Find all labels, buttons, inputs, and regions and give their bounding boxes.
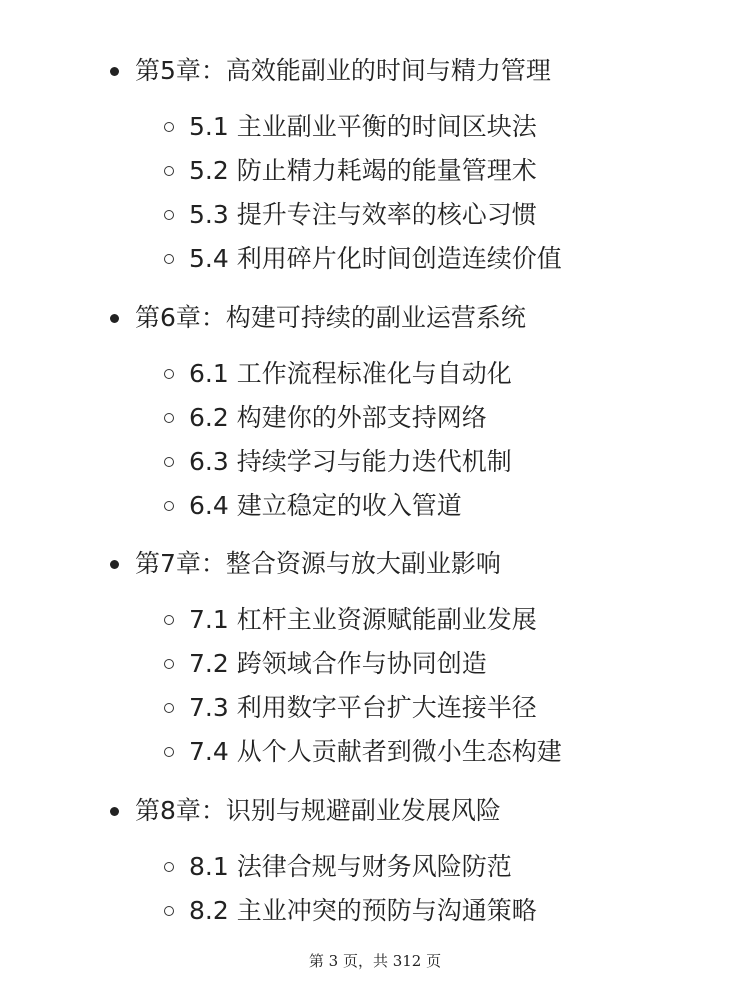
section-item — [164, 893, 537, 929]
filled-bullet-icon — [110, 67, 119, 76]
hollow-bullet-icon — [164, 166, 174, 176]
section-item — [164, 153, 537, 189]
chapter-heading — [110, 793, 501, 829]
section-title: 8.1 法律合规与财务风险防范 — [189, 852, 512, 881]
section-item — [164, 241, 562, 277]
section-item — [164, 444, 512, 480]
chapter-title: 第7章：整合资源与放大副业影响 — [135, 549, 501, 578]
section-item — [164, 109, 537, 145]
section-item — [164, 197, 537, 233]
hollow-bullet-icon — [164, 659, 174, 669]
hollow-bullet-icon — [164, 210, 174, 220]
hollow-bullet-icon — [164, 457, 174, 467]
section-item — [164, 602, 537, 638]
section-item — [164, 488, 462, 524]
filled-bullet-icon — [110, 314, 119, 323]
hollow-bullet-icon — [164, 615, 174, 625]
section-title: 7.4 从个人贡献者到微小生态构建 — [189, 737, 562, 766]
section-item — [164, 646, 487, 682]
section-title: 6.2 构建你的外部支持网络 — [189, 403, 487, 432]
section-title: 7.2 跨领域合作与协同创造 — [189, 649, 487, 678]
section-title: 5.1 主业副业平衡的时间区块法 — [189, 112, 537, 141]
chapter-title: 第5章：高效能副业的时间与精力管理 — [135, 56, 551, 85]
chapter-title: 第6章：构建可持续的副业运营系统 — [135, 303, 526, 332]
hollow-bullet-icon — [164, 703, 174, 713]
hollow-bullet-icon — [164, 747, 174, 757]
section-title: 7.3 利用数字平台扩大连接半径 — [189, 693, 537, 722]
section-title: 8.2 主业冲突的预防与沟通策略 — [189, 896, 537, 925]
section-title: 5.2 防止精力耗竭的能量管理术 — [189, 156, 537, 185]
filled-bullet-icon — [110, 807, 119, 816]
page-number: 第 3 页，共 312 页 — [308, 952, 442, 970]
chapter-title: 第8章：识别与规避副业发展风险 — [135, 796, 501, 825]
filled-bullet-icon — [110, 560, 119, 569]
hollow-bullet-icon — [164, 413, 174, 423]
section-item — [164, 400, 487, 436]
hollow-bullet-icon — [164, 369, 174, 379]
hollow-bullet-icon — [164, 122, 174, 132]
chapter-heading — [110, 300, 526, 336]
chapter-heading — [110, 546, 501, 582]
section-item — [164, 849, 512, 885]
section-title: 6.3 持续学习与能力迭代机制 — [189, 447, 512, 476]
section-title: 7.1 杠杆主业资源赋能副业发展 — [189, 605, 537, 634]
section-title: 6.4 建立稳定的收入管道 — [189, 491, 462, 520]
hollow-bullet-icon — [164, 906, 174, 916]
section-item — [164, 734, 562, 770]
section-item — [164, 690, 537, 726]
section-title: 5.4 利用碎片化时间创造连续价值 — [189, 244, 562, 273]
section-item — [164, 356, 512, 392]
section-title: 6.1 工作流程标准化与自动化 — [189, 359, 512, 388]
section-title: 5.3 提升专注与效率的核心习惯 — [189, 200, 537, 229]
chapter-heading — [110, 53, 551, 89]
hollow-bullet-icon — [164, 501, 174, 511]
hollow-bullet-icon — [164, 254, 174, 264]
hollow-bullet-icon — [164, 862, 174, 872]
